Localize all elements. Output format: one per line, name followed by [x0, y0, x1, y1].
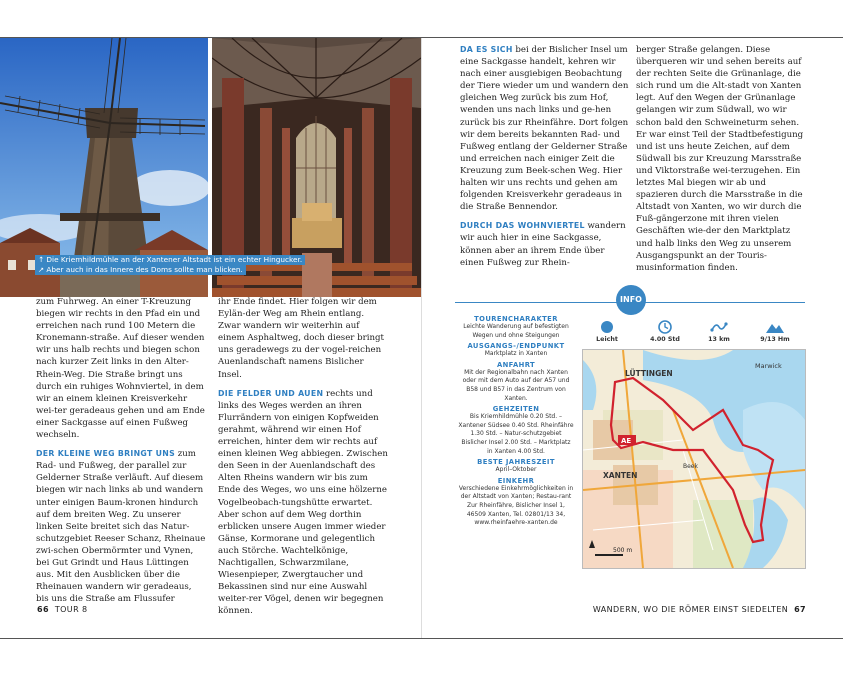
- footer-left: [37, 605, 87, 614]
- photo-captions: [35, 255, 305, 275]
- difficulty-dot-icon: [600, 320, 614, 334]
- info-badge: INFO: [616, 285, 646, 315]
- stat-elevation: [750, 320, 800, 343]
- paragraph: wandern wir auch hier in eine Sackgasse, können aber an ihrem Ende über einen Fußweg zur Rhein-: [460, 221, 626, 268]
- info-heading: BESTE JAHRESZEIT: [477, 458, 555, 467]
- run-in-heading: DA ES SICH: [460, 45, 513, 54]
- run-in-heading: DER KLEINE WEG BRINGT UNS: [36, 449, 175, 459]
- running-head-left: TOUR 8: [54, 605, 88, 614]
- stat-duration-value: 4.00 Std: [650, 336, 680, 343]
- map-label-xanten: XANTEN: [603, 471, 638, 480]
- page-gutter: [421, 38, 422, 638]
- route-distance-icon: [710, 320, 728, 334]
- info-text: April–Oktober: [495, 466, 537, 474]
- paragraph: ihr Ende findet. Hier folgen wir dem Eylän-der Weg am Rhein entlang. Zwar wandern wir weiterhin auf einem Asphaltweg, doch dieser bringt uns geradewegs zu der vogel-reichen Auenlandschaft namens Bislicher Insel.: [218, 297, 384, 380]
- info-text: Mit der Regionalbahn nach Xanten oder mit dem Auto auf der A57 und B58 und B57 in das Zentrum von Xanten.: [462, 368, 570, 402]
- info-heading: EINKEHR: [497, 476, 535, 485]
- paragraph: bei der Bislicher Insel um eine Sackgasse handelt, kehren wir nach einer ausgiebigen Beobachtung der Tiere wieder um und wandern den gleichen Weg zurück bis zum Hof, wenden uns nach links und ge-hen zurück bis zur Rheinfähre. Dort folgen wir dem bereits bekannten Rad- und Fußweg entlang der Gelderner Straße und erreichen nach einiger Zeit die Kreuzung zum Beek-schen Weg. Hier halten wir uns rechts und gehen am folgenden Kreisverkehr geradeaus in die Straße Bennendor.: [460, 45, 629, 213]
- route-map: [582, 349, 806, 569]
- info-heading: GEHZEITEN: [492, 405, 540, 414]
- stat-distance-value: 13 km: [708, 336, 730, 343]
- caption-cathedral: ↗ Aber auch in das Innere des Doms sollte man blicken.: [35, 265, 246, 275]
- map-label-beek: Beek: [683, 463, 698, 470]
- info-text: Verschiedene Einkehrmöglichkeiten in der Altstadt von Xanten; Restau-rant Zur Rheinfähre, Bislicher Insel 1, 46509 Xanten, Tel. 02801/13 34, www.rheinfaehre-xanten.de: [458, 484, 574, 527]
- map-start-marker: AE: [621, 437, 632, 445]
- running-head-right: WANDERN, WO DIE RÖMER EINST SIEDELTEN: [592, 605, 789, 614]
- clock-icon: [658, 320, 672, 334]
- tour-stats: [582, 320, 804, 347]
- text-column-1: [36, 296, 206, 605]
- info-text: Bis Kriemhildmühle 0.20 Std. – Xantener Südsee 0.40 Std. Rheinfähre 1.30 Std. – Natur-schutzgebiet Bislicher Insel 2.00 Std. – Marktplatz in Xanten 4.00 Std.: [458, 413, 574, 455]
- run-in-heading: DURCH DAS WOHNVIERTEL: [460, 221, 585, 231]
- map-label-marwick: Marwick: [755, 362, 782, 370]
- map-scale: 500 m: [613, 547, 633, 554]
- paragraph: rechts und links des Weges werden an ihren Flurrändern von einigen Kopfweiden gerahmt, während wir einen Hof erreichen, hinter dem wir rechts auf einen kleinen Weg abbiegen. Zwischen den Seen in der Auenlandschaft des Alten Rheins wandern wir bis zum Ende des Weges, wo uns eine hölzerne Vogelbeobach-tungshütte erwartet. Aber schon auf dem Weg dorthin erblicken unsere Augen immer wieder Gänse, Kormorane und gelegentlich auch Störche. Wachtelkönige, Nachtigallen, Schwarzmilane, Wiesenpieper, Zwergtaucher und Bekassinen sind nur eine Auswahl weiter-rer Vögel, denen wir begegnen können.: [218, 388, 388, 617]
- stat-difficulty-value: Leicht: [596, 336, 618, 343]
- info-heading: ANFAHRT: [496, 360, 536, 369]
- stat-elevation-value: 9/13 Hm: [760, 336, 790, 343]
- page-number-left: 66: [37, 605, 49, 614]
- footer-right: [593, 605, 806, 614]
- paragraph: berger Straße gelangen. Diese überqueren wir und sehen bereits auf der rechten Seite die Grünanlage, die sich rund um die Alt-stadt von Xanten legt. Auf den Wegen der Grünanlage gelangen wir zum Südwall, wo wir schon bald den Schweineturm sehen. Er war einst Teil der Stadtbefestigung und ist uns heute Zeichen, auf dem Südwall bis zur Kreuzung Marsstraße und Viktorstraße wei-terzugehen. Ein letztes Mal biegen wir ab und spazieren durch die Marsstraße in die Altstadt von Xanten, wo wir durch die Fuß-gängerzone mit ihren vielen Geschäften wie-der den Marktplatz und halb links den Weg zu unserem Ausgangspunkt an der Touris-musinformation finden.: [636, 45, 804, 273]
- paragraph: zum Rad- und Fußweg, der parallel zur Gelderner Straße verläuft. Auf diesem biegen wir nach links ab und wandern unter einigen Baum-kronen hindurch auf dem breiten Weg. Zu unserer linken Seite breitet sich das Natur-schutzgebiet Reeser Schanz, Rheinaue zwi-schen Obermörmter und Vynen, bei Gut Grindt und Haus Lüttingen aus. Mit den Ausblicken über die Rheinauen wandern wir geradeaus, bis uns die Straße am Flussufer: [36, 449, 206, 605]
- info-details: [458, 313, 574, 528]
- text-column-4: [636, 44, 806, 274]
- paragraph: zum Fuhrweg. An einer T-Kreuzung biegen wir rechts in den Pfad ein und erreichen nach rund 100 Metern die Kronemann-straße. Auf dieser wenden wir uns halb rechts und biegen schon nach kurzer Zeit links in den Alter-Rhein-Weg. Die Straße bringt uns durch ein ruhiges Wohnviertel, in dem wir an einem kleinen Kreisverkehr wei-ter geradeaus gehen und am Ende einer Sackgasse auf einen Fußweg wechseln.: [36, 297, 205, 441]
- info-text: Marktplatz in Xanten: [484, 350, 548, 358]
- elevation-icon: [765, 320, 785, 334]
- page-number-right: 67: [794, 605, 806, 614]
- info-heading: AUSGANGS-/ENDPUNKT: [467, 342, 565, 351]
- stat-duration: [640, 320, 690, 343]
- text-column-2: [218, 296, 388, 617]
- stat-difficulty: [582, 320, 632, 343]
- info-heading: TOURENCHARAKTER: [474, 315, 558, 323]
- map-label-luettingen: LÜTTINGEN: [625, 369, 673, 378]
- info-text: Leichte Wanderung auf befestigten Wegen und ohne Steigungen: [463, 323, 569, 339]
- stat-distance: [694, 320, 744, 343]
- run-in-heading: DIE FELDER UND AUEN: [218, 388, 324, 398]
- caption-windmill: ↑ Die Kriemhildmühle an der Xantener Altstadt ist ein echter Hingucker.: [35, 255, 305, 265]
- text-column-3: [460, 44, 630, 269]
